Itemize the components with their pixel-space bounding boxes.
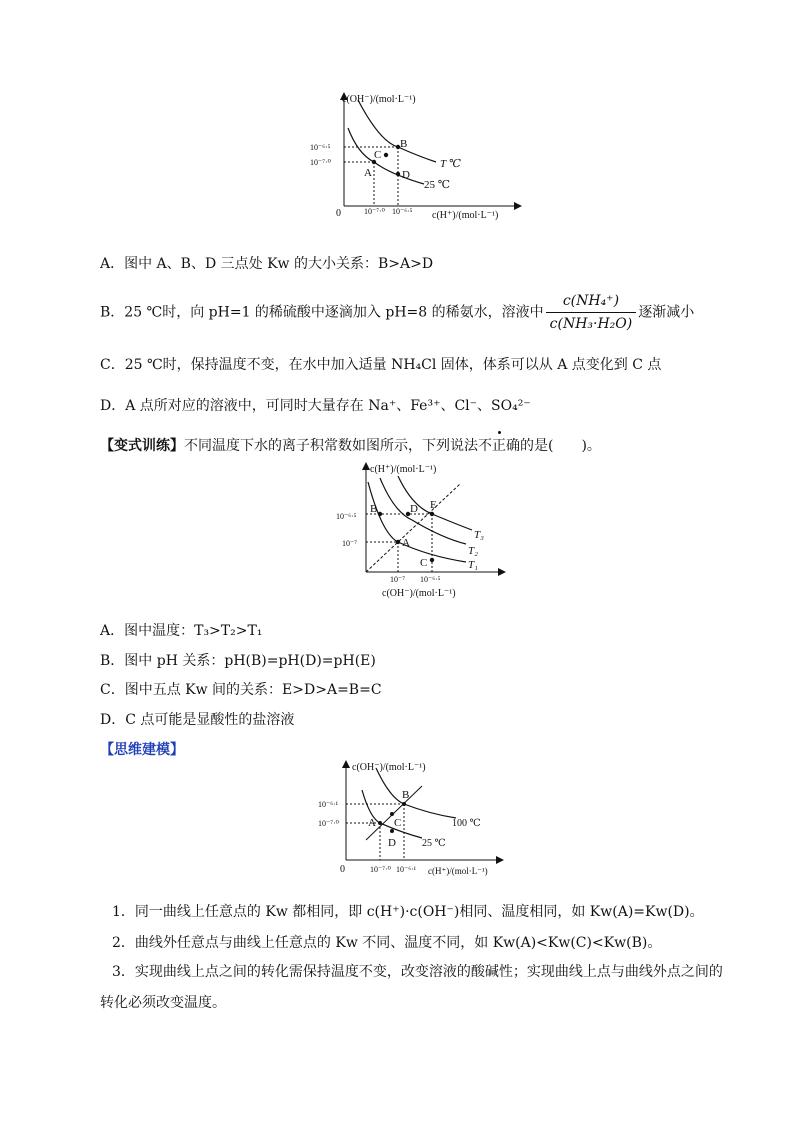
figure-1-svg [300, 88, 530, 228]
note-1: 1．同一曲线上任意点的 Kw 都相同，即 c(H⁺)·c(OH⁻)相同、温度相同，如 Kw(A)=Kw(D)。 [112, 904, 704, 920]
label-A: A [364, 167, 372, 179]
curve-label-T3: T₃ [474, 529, 484, 541]
point-C [384, 153, 388, 157]
label-B: B [400, 138, 408, 150]
label-B: B [370, 503, 378, 515]
label-A: A [402, 537, 410, 549]
point-B [402, 802, 406, 806]
y-tick-2: 10⁻⁷ [342, 539, 358, 548]
x-axis-label: c(H⁺)/(mol·L⁻¹) [432, 210, 499, 221]
q2-option-a: A．图中温度：T₃>T₂>T₁ [100, 623, 263, 639]
curve-T [358, 100, 436, 162]
label-D: D [402, 169, 410, 181]
variant-text-pre: 不同温度下水的离子积常数如图所示，下列说法 [184, 438, 478, 454]
point-D [390, 829, 394, 833]
origin-label: 0 [340, 864, 345, 875]
y-axis-label: c(OH⁻)/(mol·L⁻¹) [342, 94, 416, 105]
point-C [430, 558, 434, 562]
q1-option-d: D．A 点所对应的溶液中，可同时大量存在 Na⁺、Fe³⁺、Cl⁻、SO₄²⁻ [100, 398, 531, 414]
label-C: C [394, 817, 402, 829]
x-axis-label: c(OH⁻)/(mol·L⁻¹) [382, 588, 456, 599]
q1-option-b-post: 逐渐减小 [638, 304, 695, 321]
curve-label-25: 25 ℃ [424, 179, 451, 191]
point-A [396, 540, 400, 544]
y-tick-1: 10⁻⁶·¹ [318, 800, 339, 809]
x-axis-label: c(H⁺)/(mol·L⁻¹) [428, 866, 488, 876]
y-tick-2: 10⁻⁷·⁰ [318, 819, 339, 828]
q2-option-d: D．C 点可能是显酸性的盐溶液 [100, 712, 295, 728]
label-E: E [430, 499, 437, 511]
x-tick-1: 10⁻⁷ [390, 575, 406, 584]
curve-label-25: 25 ℃ [422, 838, 446, 849]
q2-option-c: C．图中五点 Kw 间的关系：E>D>A=B=C [100, 682, 382, 698]
figure-1 [300, 88, 530, 228]
origin-label: 0 [336, 208, 341, 219]
x-tick-2: 10⁻⁶·⁵ [420, 575, 441, 584]
curve-label-T: T ℃ [440, 158, 461, 170]
label-B: B [402, 789, 410, 801]
point-B [378, 512, 382, 516]
neutral-line [366, 786, 422, 840]
note-3-line-1: 3．实现曲线上点之间的转化需保持温度不变，改变溶液的酸碱性；实现曲线上点与曲线外点之间的 [112, 964, 723, 980]
curve-100 [376, 768, 456, 818]
point-A [378, 821, 382, 825]
variant-question [100, 437, 601, 455]
x-tick-1: 10⁻⁷·⁰ [364, 207, 385, 216]
q1-option-a: A．图中 A、B、D 三点处 Kw 的大小关系：B>A>D [100, 256, 434, 272]
y-tick-1: 10⁻⁶·⁵ [336, 512, 357, 521]
variant-text-dotted [478, 438, 520, 454]
q1-option-b-fraction [546, 290, 637, 335]
curve-label-T2: T₂ [468, 545, 478, 557]
x-tick-2: 10⁻⁶·⁵ [392, 207, 413, 216]
neutral-line [366, 484, 460, 572]
figure-3-svg [310, 760, 510, 880]
y-axis-label: c(H⁺)/(mol·L⁻¹) [370, 464, 437, 475]
curve-T2 [380, 478, 466, 544]
variant-tag: 【变式训练】 [100, 438, 184, 454]
point-C [390, 812, 394, 816]
y-tick-1: 10⁻⁶·⁵ [310, 143, 331, 152]
fraction-numerator: c(NH₄⁺) [546, 290, 637, 313]
q1-option-b [100, 290, 694, 335]
note-3-line-2: 转化必须改变温度。 [100, 995, 226, 1011]
x-tick-2: 10⁻⁶·¹ [396, 865, 417, 874]
label-D: D [388, 837, 396, 849]
point-E [430, 512, 434, 516]
q1-option-b-pre: B．25 ℃时，向 pH=1 的稀硫酸中逐滴加入 pH=8 的稀氨水，溶液中 [100, 304, 544, 321]
emphasis-dots: 不正确 [478, 438, 520, 454]
label-C: C [420, 557, 428, 569]
variant-text-post: 的是( )。 [520, 438, 601, 454]
y-axis-label: c(OH⁻)/(mol·L⁻¹) [352, 762, 426, 773]
point-D [396, 172, 400, 176]
figure-3 [310, 760, 510, 880]
x-tick-1: 10⁻⁷·⁰ [370, 865, 391, 874]
label-D: D [410, 503, 418, 515]
q1-option-c: C．25 ℃时，保持温度不变，在水中加入适量 NH₄Cl 固体，体系可以从 A 点变化到 C 点 [100, 357, 662, 373]
note-2: 2．曲线外任意点与曲线上任意点的 Kw 不同、温度不同，如 Kw(A)<Kw(C)<Kw(B)。 [112, 935, 662, 951]
label-C: C [374, 149, 382, 161]
y-tick-2: 10⁻⁷·⁰ [310, 158, 331, 167]
model-tag: 【思维建模】 [100, 742, 184, 758]
figure-2-svg [332, 462, 512, 602]
curve-label-T1: T₁ [468, 559, 478, 571]
label-A: A [368, 817, 376, 829]
curve-label-100: 100 ℃ [452, 818, 481, 829]
q2-option-b: B．图中 pH 关系：pH(B)=pH(D)=pH(E) [100, 653, 376, 669]
figure-2 [332, 462, 512, 602]
fraction-denominator: c(NH₃·H₂O) [549, 316, 633, 332]
